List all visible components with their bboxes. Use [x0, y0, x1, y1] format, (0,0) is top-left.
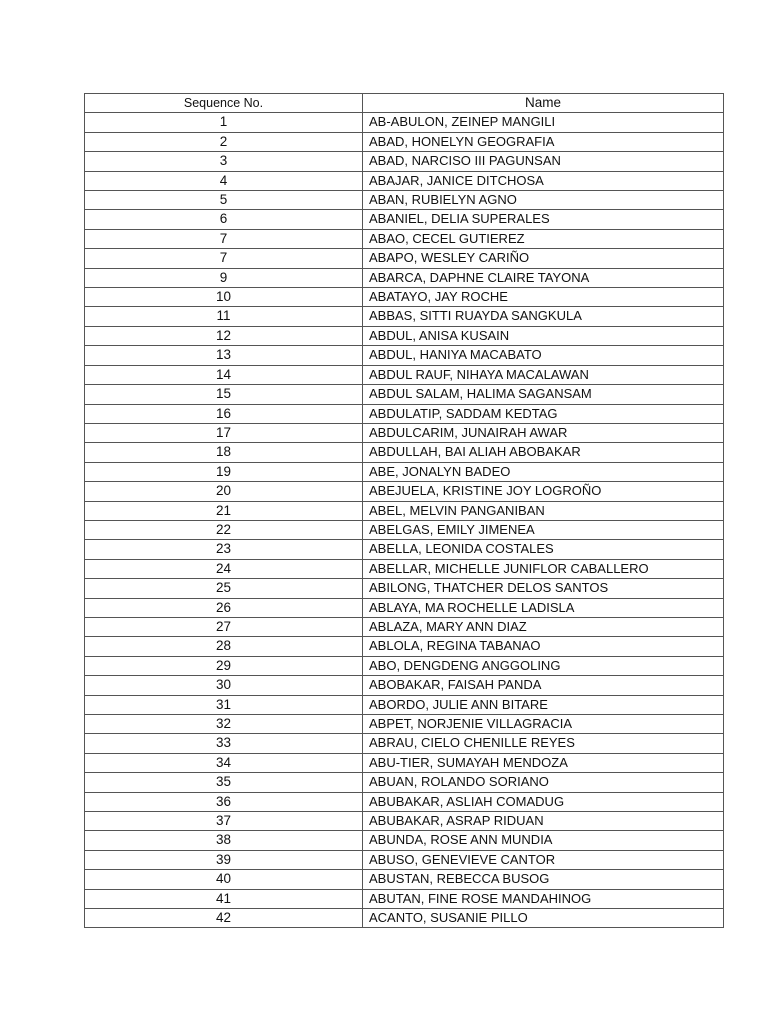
table-row	[85, 249, 724, 268]
sequence-number-cell: 38	[85, 831, 363, 850]
name-cell: ABATAYO, JAY ROCHE	[363, 288, 724, 307]
sequence-number-cell: 27	[85, 617, 363, 636]
name-column-header: Name	[363, 94, 724, 113]
name-cell: ABE, JONALYN BADEO	[363, 462, 724, 481]
sequence-column-header: Sequence No.	[85, 94, 363, 113]
table-row	[85, 676, 724, 695]
sequence-number-cell: 29	[85, 656, 363, 675]
sequence-number-cell: 32	[85, 715, 363, 734]
sequence-number-cell: 2	[85, 132, 363, 151]
sequence-number-cell: 35	[85, 773, 363, 792]
name-cell: ABDULATIP, SADDAM KEDTAG	[363, 404, 724, 423]
table-row	[85, 385, 724, 404]
sequence-number-cell: 6	[85, 210, 363, 229]
sequence-number-cell: 20	[85, 482, 363, 501]
table-row	[85, 540, 724, 559]
name-cell: ABO, DENGDENG ANGGOLING	[363, 656, 724, 675]
table-header-row	[85, 94, 724, 113]
name-cell: ABLAYA, MA ROCHELLE LADISLA	[363, 598, 724, 617]
name-cell: ABDUL, ANISA KUSAIN	[363, 326, 724, 345]
sequence-number-cell: 42	[85, 909, 363, 928]
name-cell: ABUBAKAR, ASRAP RIDUAN	[363, 812, 724, 831]
table-row	[85, 559, 724, 578]
table-row	[85, 229, 724, 248]
table-row	[85, 617, 724, 636]
name-cell: ABUSO, GENEVIEVE CANTOR	[363, 850, 724, 869]
table-row	[85, 753, 724, 772]
name-cell: ABELLA, LEONIDA COSTALES	[363, 540, 724, 559]
name-cell: ABDUL, HANIYA MACABATO	[363, 346, 724, 365]
sequence-number-cell: 5	[85, 191, 363, 210]
sequence-number-cell: 14	[85, 365, 363, 384]
table-row	[85, 191, 724, 210]
table-row	[85, 579, 724, 598]
name-cell: ABAPO, WESLEY CARIÑO	[363, 249, 724, 268]
name-cell: ABAD, NARCISO III PAGUNSAN	[363, 152, 724, 171]
name-cell: ABELLAR, MICHELLE JUNIFLOR CABALLERO	[363, 559, 724, 578]
sequence-number-cell: 37	[85, 812, 363, 831]
name-cell: ABOBAKAR, FAISAH PANDA	[363, 676, 724, 695]
name-cell: ABU-TIER, SUMAYAH MENDOZA	[363, 753, 724, 772]
name-cell: ABUSTAN, REBECCA BUSOG	[363, 870, 724, 889]
sequence-number-cell: 33	[85, 734, 363, 753]
name-cell: ABARCA, DAPHNE CLAIRE TAYONA	[363, 268, 724, 287]
name-cell: ABAN, RUBIELYN AGNO	[363, 191, 724, 210]
table-row	[85, 637, 724, 656]
sequence-number-cell: 7	[85, 229, 363, 248]
table-row	[85, 210, 724, 229]
table-row	[85, 850, 724, 869]
sequence-number-cell: 17	[85, 423, 363, 442]
table-row	[85, 482, 724, 501]
sequence-number-cell: 13	[85, 346, 363, 365]
name-cell: ABAD, HONELYN GEOGRAFIA	[363, 132, 724, 151]
sequence-number-cell: 21	[85, 501, 363, 520]
table-row	[85, 443, 724, 462]
name-cell: ACANTO, SUSANIE PILLO	[363, 909, 724, 928]
table-row	[85, 870, 724, 889]
name-cell: ABBAS, SITTI RUAYDA SANGKULA	[363, 307, 724, 326]
sequence-number-cell: 34	[85, 753, 363, 772]
sequence-number-cell: 25	[85, 579, 363, 598]
name-cell: ABLOLA, REGINA TABANAO	[363, 637, 724, 656]
name-cell: ABEJUELA, KRISTINE JOY LOGROÑO	[363, 482, 724, 501]
sequence-number-cell: 7	[85, 249, 363, 268]
table-row	[85, 598, 724, 617]
table-row	[85, 288, 724, 307]
sequence-number-cell: 1	[85, 113, 363, 132]
sequence-number-cell: 3	[85, 152, 363, 171]
sequence-number-cell: 4	[85, 171, 363, 190]
sequence-number-cell: 12	[85, 326, 363, 345]
sequence-number-cell: 9	[85, 268, 363, 287]
name-cell: ABAJAR, JANICE DITCHOSA	[363, 171, 724, 190]
name-cell: ABUBAKAR, ASLIAH COMADUG	[363, 792, 724, 811]
table-row	[85, 909, 724, 928]
table-row	[85, 812, 724, 831]
table-row	[85, 695, 724, 714]
name-cell: ABUNDA, ROSE ANN MUNDIA	[363, 831, 724, 850]
name-cell: ABRAU, CIELO CHENILLE REYES	[363, 734, 724, 753]
sequence-number-cell: 22	[85, 520, 363, 539]
name-cell: AB-ABULON, ZEINEP MANGILI	[363, 113, 724, 132]
sequence-number-cell: 41	[85, 889, 363, 908]
table-row	[85, 734, 724, 753]
sequence-number-cell: 36	[85, 792, 363, 811]
sequence-number-cell: 24	[85, 559, 363, 578]
sequence-number-cell: 19	[85, 462, 363, 481]
table-row	[85, 152, 724, 171]
name-cell: ABDULCARIM, JUNAIRAH AWAR	[363, 423, 724, 442]
name-cell: ABILONG, THATCHER DELOS SANTOS	[363, 579, 724, 598]
sequence-number-cell: 28	[85, 637, 363, 656]
sequence-number-cell: 23	[85, 540, 363, 559]
name-cell: ABELGAS, EMILY JIMENEA	[363, 520, 724, 539]
name-cell: ABDUL SALAM, HALIMA SAGANSAM	[363, 385, 724, 404]
name-cell: ABUTAN, FINE ROSE MANDAHINOG	[363, 889, 724, 908]
table-row	[85, 171, 724, 190]
sequence-number-cell: 10	[85, 288, 363, 307]
name-cell: ABDUL RAUF, NIHAYA MACALAWAN	[363, 365, 724, 384]
sequence-number-cell: 26	[85, 598, 363, 617]
table-row	[85, 792, 724, 811]
table-row	[85, 132, 724, 151]
sequence-number-cell: 40	[85, 870, 363, 889]
table-row	[85, 462, 724, 481]
table-row	[85, 307, 724, 326]
table-row	[85, 889, 724, 908]
sequence-number-cell: 16	[85, 404, 363, 423]
name-cell: ABAO, CECEL GUTIEREZ	[363, 229, 724, 248]
names-table	[84, 93, 724, 928]
table-body	[85, 113, 724, 928]
table-row	[85, 520, 724, 539]
sequence-number-cell: 11	[85, 307, 363, 326]
sequence-number-cell: 18	[85, 443, 363, 462]
table-row	[85, 656, 724, 675]
table-row	[85, 423, 724, 442]
name-cell: ABDULLAH, BAI ALIAH ABOBAKAR	[363, 443, 724, 462]
sequence-number-cell: 31	[85, 695, 363, 714]
table-row	[85, 113, 724, 132]
table-row	[85, 773, 724, 792]
name-cell: ABANIEL, DELIA SUPERALES	[363, 210, 724, 229]
table-row	[85, 346, 724, 365]
document-page	[84, 93, 723, 928]
table-row	[85, 715, 724, 734]
name-cell: ABEL, MELVIN PANGANIBAN	[363, 501, 724, 520]
table-row	[85, 326, 724, 345]
table-row	[85, 404, 724, 423]
name-cell: ABORDO, JULIE ANN BITARE	[363, 695, 724, 714]
sequence-number-cell: 15	[85, 385, 363, 404]
table-row	[85, 365, 724, 384]
name-cell: ABUAN, ROLANDO SORIANO	[363, 773, 724, 792]
table-row	[85, 268, 724, 287]
sequence-number-cell: 39	[85, 850, 363, 869]
table-row	[85, 501, 724, 520]
table-row	[85, 831, 724, 850]
name-cell: ABLAZA, MARY ANN DIAZ	[363, 617, 724, 636]
name-cell: ABPET, NORJENIE VILLAGRACIA	[363, 715, 724, 734]
sequence-number-cell: 30	[85, 676, 363, 695]
